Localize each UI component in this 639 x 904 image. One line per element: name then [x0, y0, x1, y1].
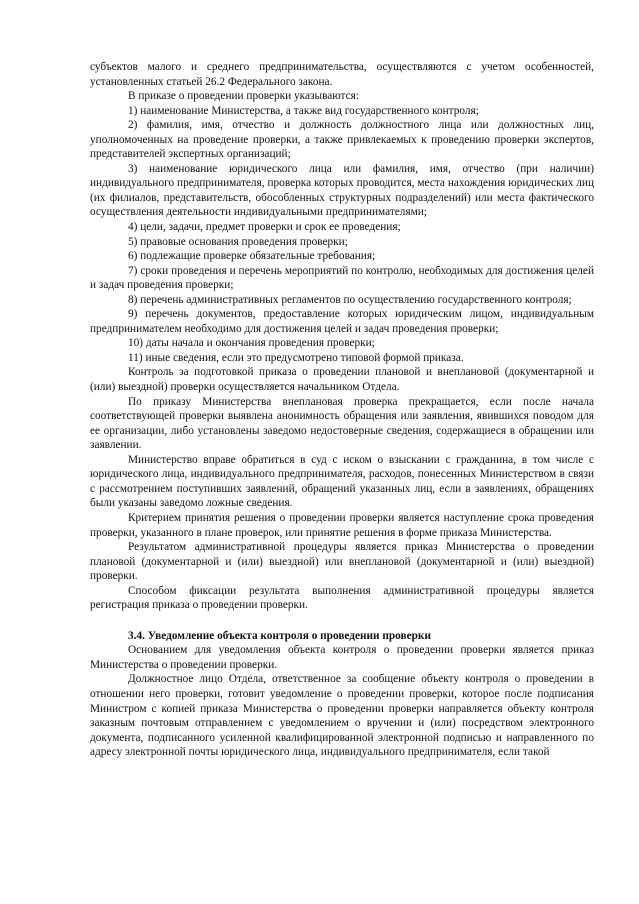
paragraph: Результатом административной процедуры является приказ Министерства о проведении плановой (документарной и (или) выездной) или внеплановой (документарной и (или) выездной) проверки.	[90, 541, 594, 583]
section-heading: 3.4. Уведомление объекта контроля о проведении проверки	[128, 629, 431, 642]
paragraph: Министерство вправе обратиться в суд с иском о взыскании с гражданина, в том числе с юридического лица, индивидуального предпринимателя, расходов, понесенных Министерством в связи с рассмотрением поступивших заявлений, обращений указанных лиц, если в заявлениях, обращениях были указаны заведомо ложные сведения.	[90, 453, 594, 510]
list-item: 3) наименование юридического лица или фамилия, имя, отчество (при наличии) индивидуального предпринимателя, проверка которых проводится, места нахождения юридических лиц (их филиалов, представительств, обособленных структурных подразделений) или места фактического осуществления деятельности индивидуальными предпринимателями;	[90, 162, 594, 219]
paragraph: Должностное лицо Отдела, ответственное за сообщение объекту контроля о проведении в отношении него проверки, готовит уведомление о проведении проверки, которое после подписания Министром с копией приказа Министерства о проведении проверки направляется объекту контроля заказным почтовым отправлением с уведомлением о вручении и (или) посредством электронного документа, подписанного усиленной квалифицированной электронной подписью и направленного по адресу электронной почты юридического лица, индивидуального предпринимателя, если такой	[90, 673, 594, 759]
paragraph: субъектов малого и среднего предпринимательства, осуществляются с учетом особенностей, установленных статьей 26.2 Федерального закона.	[90, 61, 594, 88]
list-item: 9) перечень документов, предоставление которых юридическим лицом, индивидуальным предпринимателем необходимо для достижения целей и задач проведения проверки;	[90, 308, 594, 335]
paragraph: Контроль за подготовкой приказа о проведении плановой и внеплановой (документарной и (или) выездной) проверки осуществляется начальником Отдела.	[90, 366, 594, 394]
list-item: 1) наименование Министерства, а также вид государственного контроля;	[128, 104, 479, 117]
list-item: 5) правовые основания проведения проверки;	[128, 235, 348, 248]
list-item: 6) подлежащие проверке обязательные требования;	[128, 250, 376, 263]
document-page	[90, 60, 594, 760]
list-item: 8) перечень административных регламентов по осуществлению государственного контроля;	[128, 293, 572, 306]
list-item: 4) цели, задачи, предмет проверки и срок ее проведения;	[128, 221, 401, 234]
paragraph: Критерием принятия решения о проведении проверки является наступление срока проведения проверки, указанного в плане проверок, или принятие решения в форме приказа Министерства.	[90, 511, 594, 539]
list-item: 10) даты начала и окончания проведения проверки;	[128, 337, 375, 350]
section-spacer	[90, 613, 594, 629]
paragraph: Способом фиксации результата выполнения административной процедуры является регистрация приказа о проведении проверки.	[90, 584, 594, 612]
list-item: 11) иные сведения, если это предусмотрено типовой формой приказа.	[128, 351, 464, 364]
list-item: 7) сроки проведения и перечень мероприятий по контролю, необходимых для достижения целей и задач проведения проверки;	[90, 264, 594, 292]
paragraph: В приказе о проведении проверки указываются:	[128, 90, 359, 103]
paragraph: По приказу Министерства внеплановая проверка прекращается, если после начала соответствующей проверки выявлена анонимность обращения или заявления, явившихся поводом для ее организации, либо установлены заведомо недостоверные сведения, содержащиеся в обращении или заявлении.	[90, 395, 594, 452]
paragraph: Основанием для уведомления объекта контроля о проведении проверки является приказ Министерства о проведении проверки.	[90, 644, 594, 671]
list-item: 2) фамилия, имя, отчество и должность должностного лица или должностных лиц, уполномоченных на проведение проверки, а также привлекаемых к проведению проверки экспертов, представителей экспертных организаций;	[90, 119, 594, 161]
